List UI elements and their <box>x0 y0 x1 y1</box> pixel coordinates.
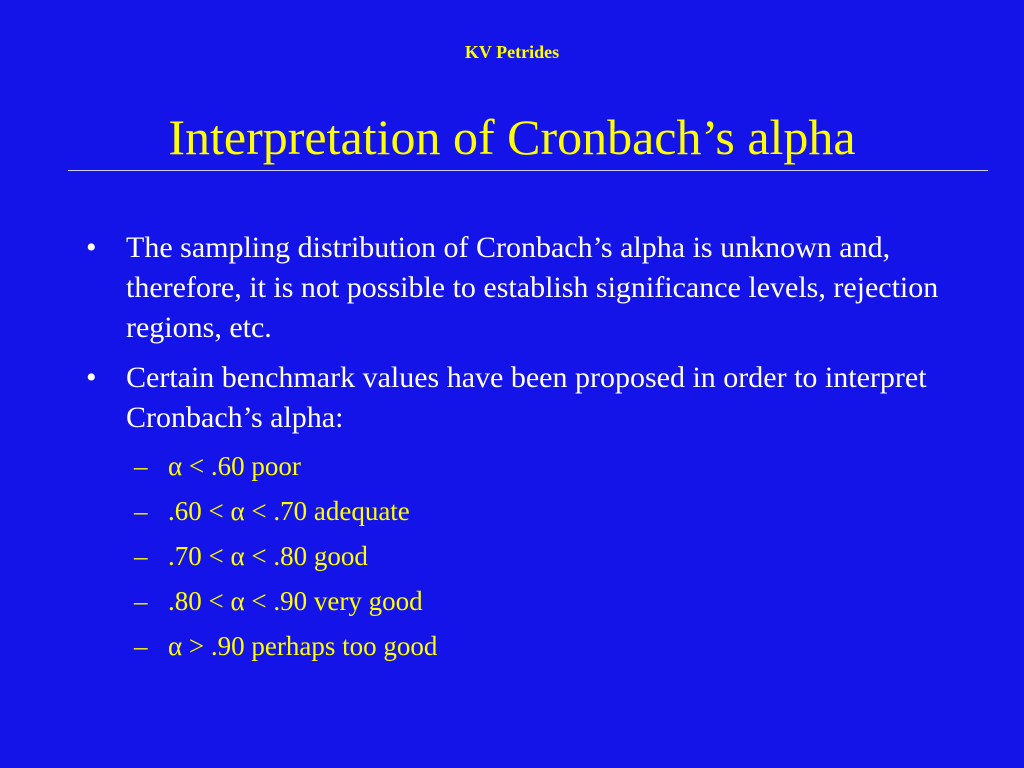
benchmark-item <box>134 579 946 624</box>
benchmark-text: .70 < α < .80 good <box>168 541 368 571</box>
bullet-text: Certain benchmark values have been proposed in order to interpret Cronbach’s alpha: <box>126 361 927 434</box>
benchmark-text: α < .60 poor <box>168 451 301 481</box>
benchmark-item <box>134 489 946 534</box>
slide-content <box>86 228 946 669</box>
bullet-item <box>86 358 946 438</box>
bullet-item <box>86 228 946 348</box>
benchmark-text: α > .90 perhaps too good <box>168 631 438 661</box>
benchmark-text: .80 < α < .90 very good <box>168 586 423 616</box>
benchmark-list <box>134 444 946 669</box>
bullet-marker: • <box>86 231 97 264</box>
dash-marker: – <box>134 496 148 526</box>
bullet-text: The sampling distribution of Cronbach’s alpha is unknown and, therefore, it is not possible to establish significance levels, rejection regions, etc. <box>126 231 939 344</box>
bullet-marker: • <box>86 361 97 394</box>
dash-marker: – <box>134 541 148 571</box>
dash-marker: – <box>134 451 148 481</box>
dash-marker: – <box>134 586 148 616</box>
benchmark-item <box>134 534 946 579</box>
slide-title: Interpretation of Cronbach’s alpha <box>168 109 856 165</box>
benchmark-text: .60 < α < .70 adequate <box>168 496 410 526</box>
benchmark-item <box>134 444 946 489</box>
slide-header-author: KV Petrides <box>464 42 560 62</box>
dash-marker: – <box>134 631 148 661</box>
benchmark-item <box>134 624 946 669</box>
title-divider <box>68 170 988 171</box>
